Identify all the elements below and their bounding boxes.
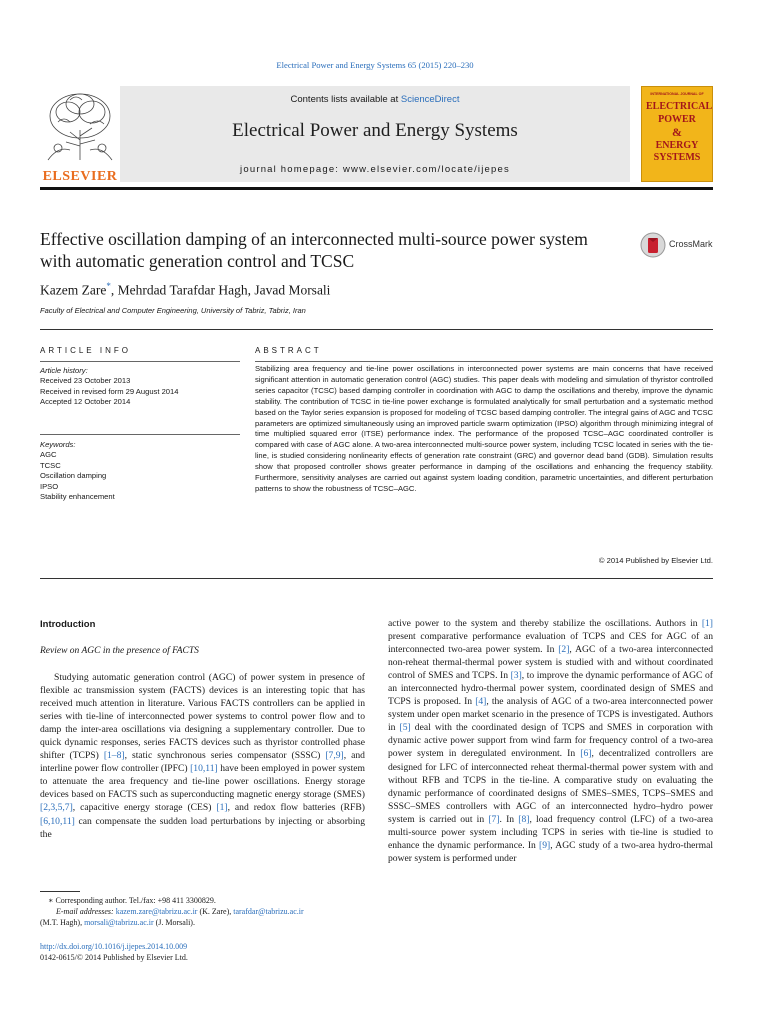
crossmark-label: CrossMark [669, 239, 713, 249]
text-run: Studying automatic generation control (AGC) of power system in presence of flexible ac transmission system (FACTS) devices is an interesting topic that has received much attention in literature. Various FACTS controllers can be applied in series with tie-line of interconnected power systems to control power flow and to damp the inter-area oscillations via designing a supplementary controller. Due to quick dynamic responses, series FACTS devices such as thyristor controlled phase shifter (TCPS) [40, 672, 365, 762]
cover-line: POWER [658, 114, 696, 125]
reference-link[interactable]: [9] [539, 839, 551, 851]
corresponding-footnote: ∗ Corresponding author. Tel./fax: +98 411 3300829. [48, 896, 216, 905]
subsection-heading: Review on AGC in the presence of FACTS [40, 646, 199, 656]
journal-homepage[interactable]: journal homepage: www.elsevier.com/locate/ijepes [240, 164, 510, 175]
author-names: , Mehrdad Tarafdar Hagh, Javad Morsali [110, 282, 331, 298]
footnote-rule [40, 891, 80, 892]
keyword-item: Stability enhancement [40, 492, 115, 502]
email-link[interactable]: morsali@tabrizu.ac.ir [84, 918, 154, 927]
email-label: E-mail addresses: [56, 907, 114, 916]
abstract-copyright: © 2014 Published by Elsevier Ltd. [598, 556, 713, 565]
reference-link[interactable]: [2,3,5,7] [40, 802, 73, 814]
issn-line: 0142-0615/© 2014 Published by Elsevier Ltd. [40, 953, 188, 962]
text-run: , decentralized controllers are designed for LFC of interconnected reheat thermal-thermal power system with and without RFB and TCPS in the tie-line. A comparative study on evaluating the dynamic performance of coordinated designs of SMES–SMES, TCPS–SMES and SSSC–SMES controllers with AGC of an interconnected hydro–hydro power system is carried out in [388, 748, 713, 825]
elsevier-logo[interactable] [40, 86, 120, 182]
section-heading-introduction: Introduction [40, 619, 96, 630]
history-item: Received in revised form 29 August 2014 [40, 386, 179, 396]
text-run: . In [499, 813, 519, 825]
divider [40, 578, 713, 579]
reference-link[interactable]: [6] [580, 748, 592, 760]
email-link[interactable]: tarafdar@tabrizu.ac.ir [233, 907, 304, 916]
corresponding-author-mark[interactable]: * [106, 281, 111, 291]
cover-line: ENERGY [655, 140, 699, 151]
reference-link[interactable]: [5] [399, 722, 411, 734]
crossmark-icon [640, 232, 666, 258]
abstract-text: Stabilizing area frequency and tie-line power oscillations in interconnected power systems are main concerns that have received significant attention in automatic generation control (AGC) studies. This paper deals with modeling and simulation of thyristor controlled series capacitor (TCSC) based damping controller in coordination with AGC to damp the oscillations and thereby, improve the dynamic stability. The contribution of TCSC in tie-line power exchange is formulated analytically for small perturbation and a systematic method based on the Taylor series expansion is proposed for modeling of TCSC based damping controller. The integral gains of AGC and TCSC parameters are optimized simultaneously using an improved particle swarm optimization (IPSO) algorithm through minimizing integral of time multiplied squared error (ITSE) performance index. The performance of the proposed TCSC–AGC coordinated controller is compared with case of AGC alone. A two-area interconnected multi-source power system, including TCSC located in series with the tie-line, is studied considering nonlinearity effects of generation rate constraint (GRC) and governor dead band (GDB). Simulation results show that proposed controller shows greater performance in damping of the oscillations and enhancing the frequency stability. Furthermore, sensitivity analyses are carried out against system loading condition, parametric uncertainties, and different perturbation patterns to show the robustness of TCSC–AGC. [255, 364, 713, 493]
keyword-item: TCSC [40, 460, 61, 470]
article-history [40, 366, 245, 408]
article-identifiers [40, 941, 365, 963]
text-run: , and redox flow batteries (RFB) [227, 802, 365, 814]
text-run: present comparative performance evaluation of TCPS and CES for AGC of an interconnected two-area power system. In [388, 631, 713, 656]
reference-link[interactable]: [3] [510, 670, 522, 682]
author-name: Kazem Zare [40, 282, 107, 298]
abstract-heading: ABSTRACT [255, 346, 322, 355]
text-run: have been employed in power system to attenuate the area frequency and tie-line power oscillations. Energy storage devices based on FACTS such as superconducting magnetic energy storage (SMES) [40, 763, 365, 801]
reference-link[interactable]: [1] [701, 618, 713, 629]
text-run: active power to the system and thereby stabilize the oscillations. Authors in [388, 618, 702, 629]
divider [40, 329, 713, 330]
affiliation: Faculty of Electrical and Computer Engineering, University of Tabriz, Tabriz, Iran [40, 306, 306, 315]
reference-link[interactable]: [8] [518, 813, 530, 825]
contents-line [120, 94, 630, 105]
text-run: , capacitive energy storage (CES) [72, 802, 217, 814]
text-run: , AGC of a two-area interconnected non-reheat thermal-thermal power system is studied with and without coordinated control of SMES and TCPS. In [388, 644, 714, 682]
divider [40, 434, 240, 435]
journal-header [120, 86, 630, 182]
text-run: , AGC study of a two-area hydro-thermal power system is performed under [388, 839, 713, 864]
paragraph [40, 671, 365, 841]
journal-cover[interactable] [641, 86, 713, 182]
text-run: , and interline power flow controller (IPFC) [40, 750, 365, 775]
article-info-heading: ARTICLE INFO [40, 346, 131, 355]
publisher-logo-text: ELSEVIER [42, 169, 118, 184]
cover-line: INTERNATIONAL JOURNAL OF [650, 92, 704, 96]
reference-link[interactable]: [4] [475, 696, 487, 708]
divider [255, 361, 713, 362]
reference-link[interactable]: [7,9] [325, 750, 344, 762]
footnotes [40, 895, 365, 928]
tree-icon [40, 86, 120, 162]
text-run: , the analysis of AGC of a two-area interconnected power system under open market scenario in the presence of TCPS is investigated. Authors in [388, 696, 714, 734]
reference-link[interactable]: [7] [488, 813, 500, 825]
email-link[interactable]: kazem.zare@tabrizu.ac.ir [115, 907, 198, 916]
paragraph [388, 617, 713, 865]
text-run: can compensate the sudden load perturbations by injecting or absorbing the [40, 815, 365, 840]
email-footnote-cont [40, 917, 365, 928]
sciencedirect-link[interactable]: ScienceDirect [400, 94, 460, 105]
journal-citation[interactable]: Electrical Power and Energy Systems 65 (2015) 220–230 [276, 60, 474, 70]
cover-line: & [672, 125, 682, 139]
cover-line: ELECTRICAL [646, 101, 713, 112]
history-item: Received 23 October 2013 [40, 376, 131, 386]
left-column-text [40, 671, 365, 841]
keyword-item: Oscillation damping [40, 471, 107, 481]
text-run: , static synchronous series compensator (SSSC) [124, 750, 326, 762]
reference-link[interactable]: [10,11] [190, 763, 218, 775]
email-owner: (K. Zare), [197, 907, 234, 916]
header-rule [40, 187, 713, 190]
journal-title: Electrical Power and Energy Systems [232, 120, 518, 141]
cover-line: SYSTEMS [653, 152, 701, 163]
keywords-label: Keywords: [40, 440, 76, 449]
email-owner: (M.T. Hagh), [40, 918, 85, 927]
reference-link[interactable]: [6,10,11] [40, 815, 75, 827]
keywords [40, 440, 245, 502]
text-run: deal with the coordinated design of TCPS and SMES in corporation with dynamic active power support from wind farm for frequency control of a two-area power system in deregulated environment. In [388, 722, 713, 760]
contents-prefix: Contents lists available at [290, 94, 401, 105]
paper-title: Effective oscillation damping of an interconnected multi-source power system with automatic generation control and TCSC [40, 229, 588, 271]
divider [40, 361, 240, 362]
text-run: , load frequency control (LFC) of a two-area multi-source power system including TCPS in series with tie-line is studied to enhance the dynamic performance. In [388, 813, 713, 851]
email-owner: (J. Morsali). [153, 918, 195, 927]
author-list [40, 281, 330, 299]
reference-link[interactable]: [1–8] [103, 750, 125, 762]
crossmark-badge[interactable] [640, 232, 720, 258]
history-item: Accepted 12 October 2014 [40, 397, 131, 407]
keyword-item: AGC [40, 450, 57, 460]
reference-link[interactable]: [1] [216, 802, 228, 814]
right-column-text [388, 617, 713, 865]
text-run: , to improve the dynamic performance of AGC of an interconnected hydro-thermal power system, coordinated design of SMES and TCPS is proposed. In [388, 670, 713, 708]
history-label: Article history: [40, 366, 88, 375]
doi-link[interactable]: http://dx.doi.org/10.1016/j.ijepes.2014.10.009 [40, 942, 188, 951]
email-footnote [40, 906, 365, 917]
keyword-item: IPSO [40, 481, 59, 491]
reference-link[interactable]: [2] [558, 644, 570, 656]
